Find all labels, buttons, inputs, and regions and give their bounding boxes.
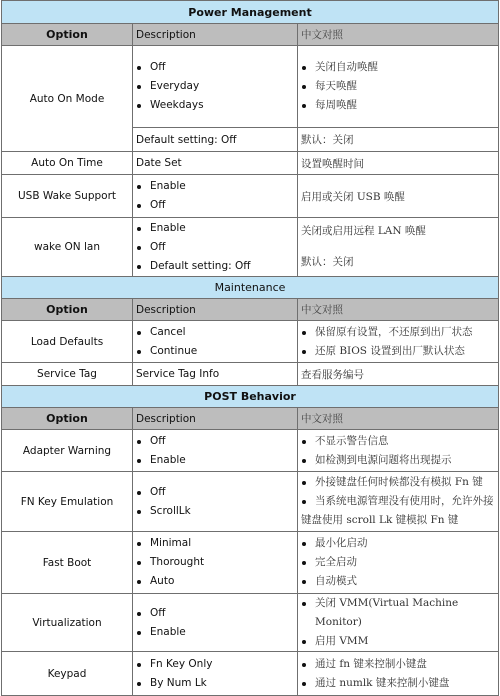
list-item: 关闭 VMM(Virtual Machine Monitor): [301, 594, 495, 632]
option-name: Keypad: [2, 652, 133, 696]
list-item: Default setting: Off: [136, 257, 294, 276]
chinese-cell: [298, 594, 499, 652]
column-header-option: Option: [2, 299, 133, 321]
list-item: ScrollLk: [136, 502, 294, 521]
column-header-chinese: 中文对照: [298, 299, 499, 321]
list-item: Off: [136, 483, 294, 502]
list-item: 当系统电源管理没有使用时，允许外接: [301, 492, 495, 511]
list-item: Cancel: [136, 323, 294, 342]
column-header-description: Description: [133, 24, 298, 46]
option-name: Load Defaults: [2, 321, 133, 363]
list-item: 外接键盘任何时候都没有模拟 Fn 键: [301, 473, 495, 492]
list-item: Off: [136, 238, 294, 257]
description-cell: [133, 594, 298, 652]
list-item: Off: [136, 432, 294, 451]
column-header-chinese: 中文对照: [298, 24, 499, 46]
table-row: [2, 218, 499, 277]
section-header-maintenance: [2, 277, 499, 299]
list-item: Everyday: [136, 77, 294, 96]
list-item: Enable: [136, 219, 294, 238]
list-item: Minimal: [136, 534, 294, 553]
list-item: 每周唤醒: [301, 96, 495, 115]
list-item: 保留原有设置，不还原到出厂状态: [301, 323, 495, 342]
chinese-cell: 设置唤醒时间: [298, 152, 499, 175]
table-row: [2, 430, 499, 472]
table-row: [2, 652, 499, 696]
chinese-cell: [298, 532, 499, 594]
option-name: Adapter Warning: [2, 430, 133, 472]
list-item: By Num Lk: [136, 674, 294, 693]
default-setting: Default setting: Off: [133, 128, 298, 152]
chinese-cell: [298, 218, 499, 277]
list-item: Off: [136, 58, 294, 77]
list-item: Fn Key Only: [136, 655, 294, 674]
column-header-description: Description: [133, 408, 298, 430]
list-item: Off: [136, 604, 294, 623]
list-item: Weekdays: [136, 96, 294, 115]
table-row: [2, 472, 499, 532]
option-name: Service Tag: [2, 363, 133, 386]
column-header-option: Option: [2, 408, 133, 430]
list-item: Thorought: [136, 553, 294, 572]
list-item: 通过 fn 键来控制小键盘: [301, 655, 495, 674]
chinese-cell: [298, 430, 499, 472]
section-title: Maintenance: [214, 281, 286, 294]
section-header-power-management: [2, 1, 499, 24]
list-item: Enable: [136, 451, 294, 470]
section-header-post-behavior: [2, 386, 499, 408]
option-name: USB Wake Support: [2, 175, 133, 218]
column-header-option: Option: [2, 24, 133, 46]
list-item: Enable: [136, 177, 294, 196]
option-name: Fast Boot: [2, 532, 133, 594]
chinese-text: 键盘使用 scroll Lk 键模拟 Fn 键: [301, 514, 459, 526]
chinese-cell: 启用或关闭 USB 唤醒: [298, 175, 499, 218]
chinese-cell: [298, 652, 499, 696]
default-setting-chinese: 默认：关闭: [298, 128, 499, 152]
table-row: [2, 594, 499, 652]
option-name: wake ON lan: [2, 218, 133, 277]
option-name: Auto On Time: [2, 152, 133, 175]
list-item: 完全启动: [301, 553, 495, 572]
table-row: [2, 175, 499, 218]
description-cell: Date Set: [133, 152, 298, 175]
description-cell: [133, 532, 298, 594]
chinese-cell: 查看服务编号: [298, 363, 499, 386]
description-cell: [133, 46, 298, 128]
list-item: 自动模式: [301, 572, 495, 591]
chinese-text: 关闭或启用远程 LAN 唤醒: [301, 225, 426, 237]
option-name: Auto On Mode: [2, 46, 133, 152]
column-header-description: Description: [133, 299, 298, 321]
description-cell: [133, 218, 298, 277]
table-row: [2, 532, 499, 594]
description-cell: [133, 175, 298, 218]
list-item: 最小化启动: [301, 534, 495, 553]
list-item: 不显示警告信息: [301, 432, 495, 451]
column-header-row: [2, 299, 499, 321]
section-title: Power Management: [188, 5, 312, 19]
chinese-cell: [298, 472, 499, 532]
list-item: 启用 VMM: [301, 632, 495, 651]
list-item: 通过 numlk 键来控制小键盘: [301, 674, 495, 693]
table-row: [2, 152, 499, 175]
list-item: 每天唤醒: [301, 77, 495, 96]
description-cell: Service Tag Info: [133, 363, 298, 386]
list-item: 还原 BIOS 设置到出厂默认状态: [301, 342, 495, 361]
option-name: FN Key Emulation: [2, 472, 133, 532]
list-item: 如检测到电源问题将出现提示: [301, 451, 495, 470]
chinese-text: 默认：关闭: [301, 256, 354, 268]
chinese-cell: [298, 321, 499, 363]
option-name: Virtualization: [2, 594, 133, 652]
chinese-cell: [298, 46, 499, 128]
list-item: 关闭自动唤醒: [301, 58, 495, 77]
column-header-row: [2, 408, 499, 430]
table-row: [2, 321, 499, 363]
description-cell: [133, 472, 298, 532]
list-item: Enable: [136, 623, 294, 642]
bios-settings-table: [1, 0, 499, 696]
table-row: [2, 363, 499, 386]
description-cell: [133, 652, 298, 696]
list-item: Auto: [136, 572, 294, 591]
description-cell: [133, 430, 298, 472]
table-row: [2, 46, 499, 128]
column-header-chinese: 中文对照: [298, 408, 499, 430]
column-header-row: [2, 24, 499, 46]
section-title: POST Behavior: [204, 390, 296, 403]
list-item: Off: [136, 196, 294, 215]
list-item: Continue: [136, 342, 294, 361]
description-cell: [133, 321, 298, 363]
